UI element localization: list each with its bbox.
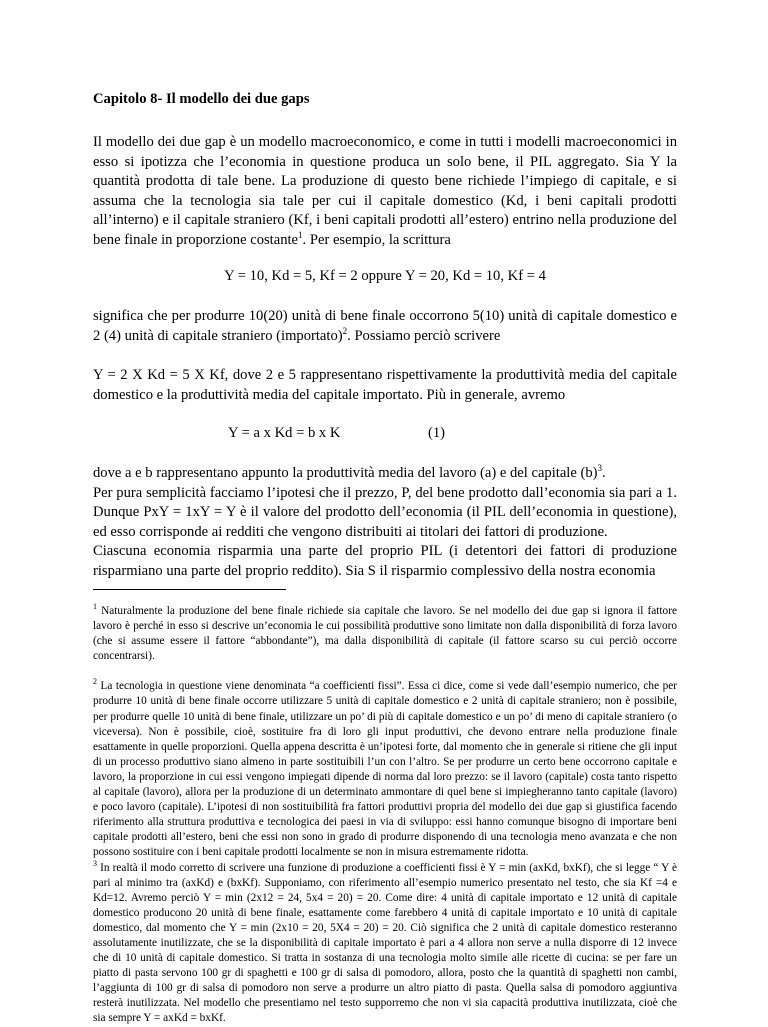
footnote-separator [93, 589, 286, 590]
paragraph-savings: Ciascuna economia risparmia una parte del proprio PIL (i detentori dei fattori di produzione risparmiano una parte del proprio reddito). Sia S il risparmio complessivo della nostra economia [93, 543, 677, 579]
footnote-number: 1 [93, 602, 97, 611]
footnote-ref[interactable]: 3 [597, 463, 602, 473]
paragraph-text: . Per esempio, la scrittura [302, 231, 451, 248]
equation-text: Y = a x Kd = b x K [228, 425, 341, 441]
equation-number: (1) [428, 425, 446, 441]
paragraph-text: . Possiamo perciò scrivere [347, 327, 501, 344]
footnote-number: 3 [93, 858, 97, 868]
paragraph-text: dove a e b rappresentano appunto la produttività media del lavoro (a) e del capitale (b) [93, 465, 598, 481]
footnote-ref[interactable]: 1 [298, 229, 303, 240]
footnote-2 [93, 679, 677, 860]
chapter-title: Capitolo 8- Il modello dei due gaps [93, 91, 310, 107]
footnote-3 [93, 858, 677, 1027]
footnote-text: Naturalmente la produzione del bene finale richiede sia capitale che lavoro. Se nel modello dei due gap si ignora il fattore lavoro è perché in esso si descrive un’economia le cui possibilità produttive sono limitate non dalla disponibilità di forza lavoro (che si assume essere il fattore “abbondante”), ma dalla disponibilità di capitale (il fattore scarso su cui perciò occorre concentrarsi). [93, 605, 677, 663]
paragraph-group [93, 464, 677, 582]
paragraph-intro [93, 133, 677, 251]
paragraph-text: . [602, 465, 606, 481]
paragraph-meaning [93, 307, 677, 346]
paragraph-productivity: Y = 2 X Kd = 5 X Kf, dove 2 e 5 rappresentano rispettivamente la produttività media del capitale domestico e la produttività media del capitale importato. Più in generale, avremo [93, 367, 677, 403]
paragraph-text: significa che per produrre 10(20) unità di bene finale occorrono 5(10) unità di capitale domestico e 2 (4) unità di capitale straniero (importato) [93, 308, 677, 344]
footnote-number: 2 [93, 677, 97, 687]
footnote-text: In realtà il modo corretto di scrivere una funzione di produzione a coefficienti fissi è Y = min (axKd, bxKf), che si legge “ Y è pari al minimo tra (axKd) e (bxKf). Supponiamo, con riferimento all’esempio numerico presentato nel testo, che sia Kf =4 e Kd=12. Avremo perciò Y = min (2x12 = 24, 5x4 = 20) = 20. Come dire: 4 unità di capitale importato e 12 unità di capitale domestico producono 20 unità di bene finale, esattamente come farebbero 4 unità di capitale importato e 10 unità di capitale domestico, dal momento che Y = min (2x10 = 20, 5X4 = 20) = 20. Ciò significa che 2 unità di capitale domestico resteranno assolutamente inutilizzate, che se la disponibilità di capitale importato è pari a 4 allora non serve a nulla disporre di 12 invece che di 10 unità di capitale domestico. Si tratta in sostanza di una tecnologia molto simile alle ricette di cucina: se per fare un piatto di pasta servono 100 gr di spaghetti e 100 gr di salsa di pomodoro, allora, posto che la quantità di spaghetti non cambi, l’aggiunta di 100 gr di salsa di pomodoro non serve a produrre un altro piatto di pasta. Quella salsa di pomodoro aggiuntiva resterà inutilizzata. Nel modello che presentiamo nel testo supporremo che non vi sia capacità produttiva inutilizzata, cioè che sia sempre Y = axKd = bxKf. [93, 861, 677, 1025]
footnote-text: La tecnologia in questione viene denominata “a coefficienti fissi”. Essa ci dice, come si vede dall’esempio numerico, che per produrre 10 unità di bene finale occorre utilizzare 5 unità di capitale domestico e 2 unità di capitale straniero; non è possibile, per produrre quelle 10 unità di bene finale, utilizzare un po’ di più di capitale domestico e un po’ di meno di capitale straniero (o viceversa). Non è possibile, cioè, sostituire fra di loro gli input produttivi, che devono entrare nella produzione finale esattamente in quelle proporzioni. Quella appena descritta è un’ipotesi forte, dal momento che in generale si ritiene che gli input di un processo produttivo siano almeno in parte sostituibili l’un con l’altro. Se per produrre un certo bene occorrono capitale e lavoro, la proporzione in cui essi vengono impiegati dipende di norma dal loro prezzo: se il lavoro (capitale) costa tanto rispetto al capitale (lavoro), allora per la produzione di un determinato ammontare di quel bene si impiegheranno tanto capitale (lavoro) e poco lavoro (capitale). L’ipotesi di non sostituibilità fra fattori produttivi propria del modello dei due gap si giustifica facendo riferimento alla struttura produttiva e tecnologica dei paesi in via di sviluppo: essi hanno comunque bisogno di importare beni capitale prodotti all’estero, beni che essi non sono in grado di produrre disponendo di una tecnologia meno avanzata e che non possono sostituire con i beni capitale prodotti localmente se non in misura estremamente ridotta. [93, 680, 678, 859]
paragraph-price: Per pura semplicità facciamo l’ipotesi che il prezzo, P, del bene prodotto dall’economia sia pari a 1. Dunque PxY = 1xY = Y è il valore del prodotto dell’economia (il PIL dell’economia in questione), ed esso corrisponde ai redditi che vengono distribuiti ai titolari dei fattori di produzione. [93, 484, 677, 540]
footnotes [93, 604, 677, 1027]
footnote-ref[interactable]: 2 [342, 325, 348, 336]
equation-example: Y = 10, Kd = 5, Kf = 2 oppure Y = 20, Kd = 10, Kf = 4 [224, 268, 546, 284]
paragraph-definitions [93, 464, 677, 484]
footnote-1 [93, 604, 677, 664]
paragraph-text: Il modello dei due gap è un modello macroeconomico, e come in tutti i modelli macroeconomici in esso si ipotizza che l’economia in questione produca un solo bene, il PIL aggregato. Sia Y la quantità prodotta di tale bene. La produzione di questo bene richiede l’impiego di capitale, e si assuma che la tecnologia sia tale per cui il capitale domestico (Kd, i beni capitali prodotti all’interno) e il capitale straniero (Kf, i beni capitali prodotti all’estero) entrino nella produzione del bene finale in proporzione costante [93, 134, 677, 248]
